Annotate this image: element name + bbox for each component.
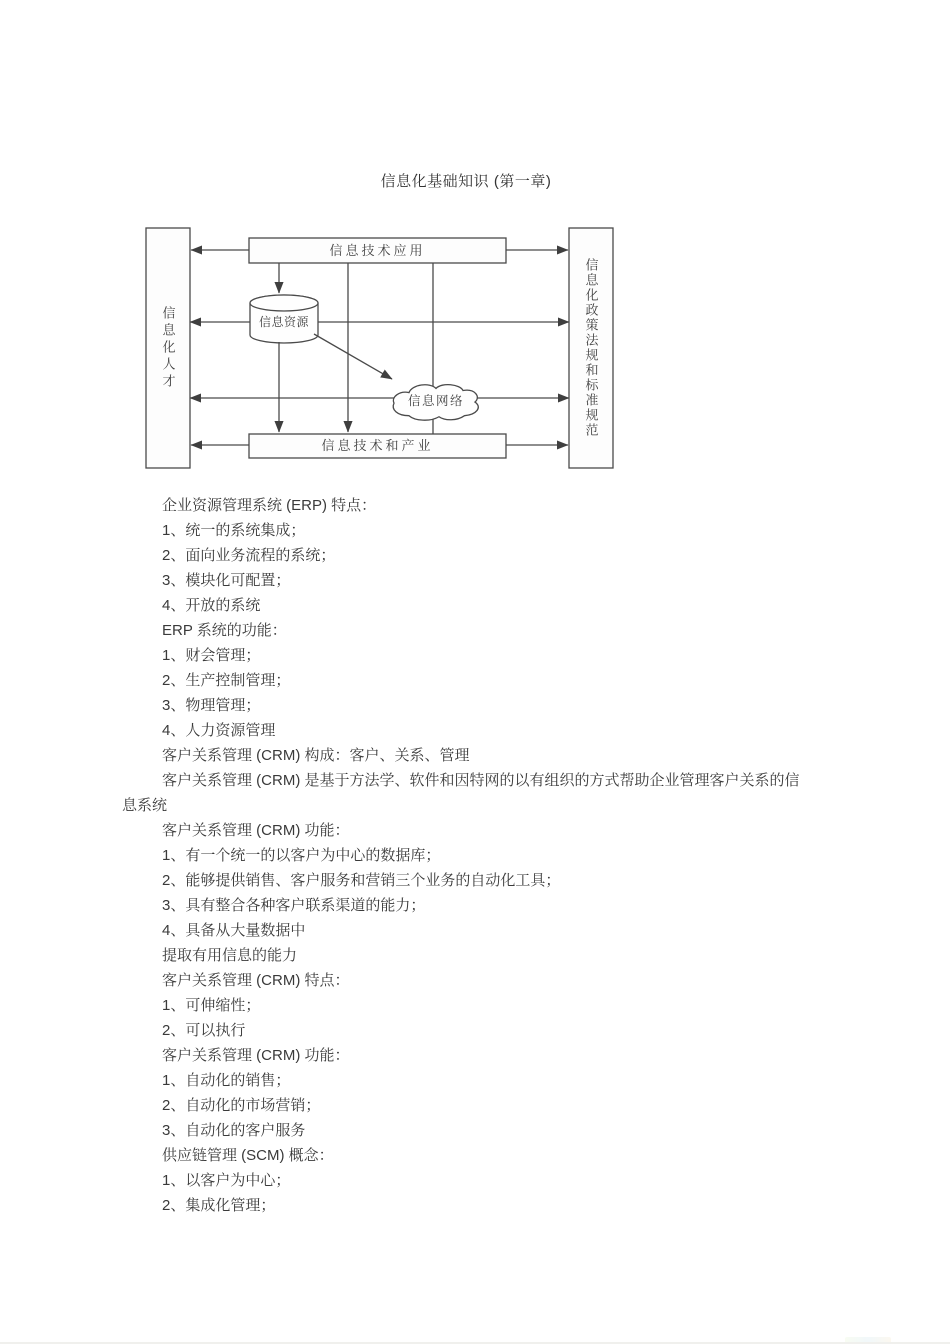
body-text	[122, 493, 834, 1218]
text-line: 客户关系管理 (CRM) 是基于方法学、软件和因特网的以有组织的方式帮助企业管理客户关系的信	[162, 772, 800, 789]
text-line: 2、集成化管理；	[162, 1197, 276, 1214]
text-line: 客户关系管理 (CRM) 功能：	[162, 822, 350, 839]
text-line: 提取有用信息的能力	[162, 947, 298, 964]
text-line: 4、人力资源管理	[162, 722, 276, 739]
right-box-label: 信息化政策法规和标准规范	[583, 258, 599, 438]
text-line: 2、可以执行	[162, 1022, 246, 1039]
text-line: 2、自动化的市场营销；	[162, 1097, 321, 1114]
diagram-graphics	[145, 225, 615, 470]
text-line: 3、模块化可配置；	[162, 572, 291, 589]
text-line: 客户关系管理 (CRM) 构成：客户、关系、管理	[162, 747, 470, 764]
cylinder-label: 信息资源	[258, 315, 309, 329]
text-line: 1、有一个统一的以客户为中心的数据库；	[162, 847, 441, 864]
text-line: 1、可伸缩性；	[162, 997, 261, 1014]
text-line: 1、自动化的销售；	[162, 1072, 291, 1089]
left-box-label: 信息化人才	[160, 305, 176, 391]
informatization-diagram	[145, 225, 615, 470]
text-line: 息系统	[122, 797, 168, 814]
text-line: 客户关系管理 (CRM) 功能：	[162, 1047, 350, 1064]
text-line: 3、物理管理；	[162, 697, 261, 714]
text-line: 2、生产控制管理；	[162, 672, 291, 689]
text-line: 供应链管理 (SCM) 概念：	[162, 1147, 334, 1164]
text-line: 3、自动化的客户服务	[162, 1122, 306, 1139]
text-line: 1、以客户为中心；	[162, 1172, 291, 1189]
text-line: 1、财会管理；	[162, 647, 261, 664]
text-line: 企业资源管理系统 (ERP) 特点：	[162, 497, 377, 514]
text-line: 3、具有整合各种客户联系渠道的能力；	[162, 897, 426, 914]
bottom-box-label: 信息技术和产业	[321, 438, 434, 453]
text-line: ERP 系统的功能：	[162, 622, 287, 639]
text-line: 2、能够提供销售、客户服务和营销三个业务的自动化工具；	[162, 872, 561, 889]
text-line: 4、具备从大量数据中	[162, 922, 306, 939]
text-line: 1、统一的系统集成；	[162, 522, 306, 539]
cloud-label: 信息网络	[407, 394, 464, 408]
text-line: 客户关系管理 (CRM) 特点：	[162, 972, 350, 989]
text-line: 2、面向业务流程的系统；	[162, 547, 336, 564]
text-line: 4、开放的系统	[162, 597, 261, 614]
top-box-label: 信息技术应用	[329, 243, 426, 258]
page-title: 信息化基础知识 (第一章)	[380, 173, 552, 190]
arrow-cylinder-to-cloud	[314, 334, 392, 379]
